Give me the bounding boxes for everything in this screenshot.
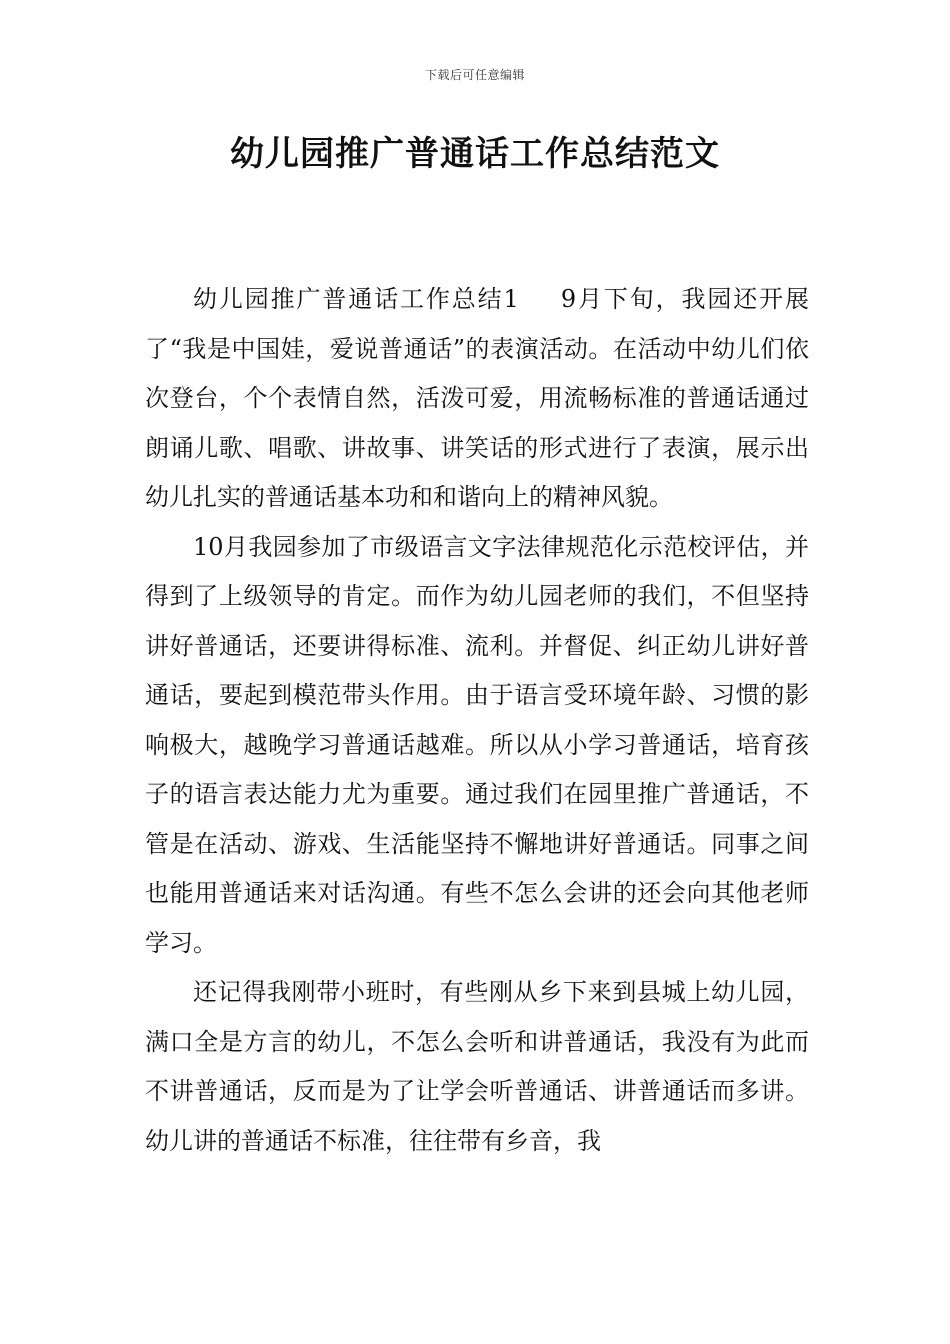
- paragraph-2: 10月我园参加了市级语言文字法律规范化示范校评估，并得到了上级领导的肯定。而作为幼儿园老师的我们，不但坚持讲好普通话，还要讲得标准、流利。并督促、纠正幼儿讲好普通话，要起到模范带头作用。由于语言受环境年龄、习惯的影响极大，越晚学习普通话越难。所以从小学习普通话，培育孩子的语言表达能力尤为重要。通过我们在园里推广普通话，不管是在活动、游戏、生活能坚持不懈地讲好普通话。同事之间也能用普通话来对话沟通。有些不怎么会讲的还会向其他老师学习。: [145, 532, 809, 957]
- paragraph-text: 9月下旬，我园还开展了“我是中国娃，爱说普通话”的表演活动。在活动中幼儿们依次登台，个个表情自然，活泼可爱，用流畅标准的普通话通过朗诵儿歌、唱歌、讲故事、讲笑话的形式进行了表演，展示出幼儿扎实的普通话基本功和和谐向上的精神风貌。: [145, 285, 809, 511]
- paragraph-3: 还记得我刚带小班时，有些刚从乡下来到县城上幼儿园，满口全是方言的幼儿，不怎么会听和讲普通话，我没有为此而不讲普通话，反而是为了让学会听普通话、讲普通话而多讲。幼儿讲的普通话不标准，往往带有乡音，我: [145, 978, 809, 1155]
- document-title: 幼儿园推广普通话工作总结范文: [230, 134, 720, 174]
- header-note: 下载后可任意编辑: [424, 68, 525, 82]
- section-heading-inline: 幼儿园推广普通话工作总结1: [193, 285, 519, 313]
- paragraph-1: [145, 275, 809, 523]
- document-body: [145, 275, 809, 1166]
